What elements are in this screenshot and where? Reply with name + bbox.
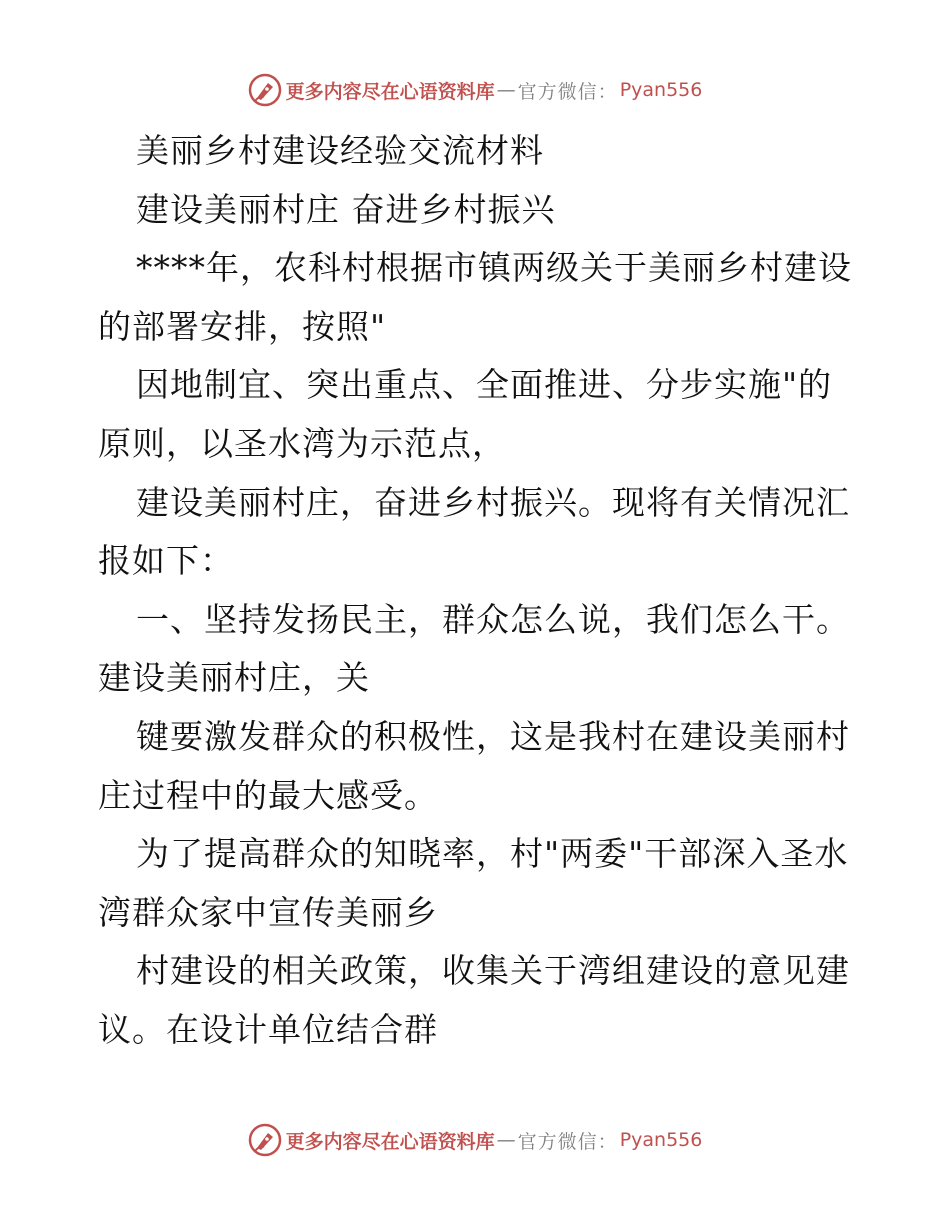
document-line: 原则，以圣水湾为示范点， [98, 423, 506, 463]
banner-official-label: 官方微信： [517, 80, 618, 103]
banner-brand-text: 更多内容尽在心语资料库 [285, 80, 495, 103]
document-line: 庄过程中的最大感受。 [98, 775, 438, 815]
document-line: 建设美丽村庄，奋进乡村振兴。现将有关情况汇 [136, 482, 850, 522]
pen-nib-logo-icon [248, 73, 282, 107]
banner-dash: — [496, 1129, 516, 1151]
document-line: 报如下： [98, 541, 234, 581]
document-line: 湾群众家中宣传美丽乡 [98, 892, 438, 932]
document-line: 的部署安排，按照" [98, 306, 387, 346]
banner-dash: — [496, 79, 516, 101]
banner-wechat-id: Pyan556 [619, 79, 703, 101]
document-line: 因地制宜、突出重点、全面推进、分步实施"的 [136, 365, 833, 405]
document-line: 美丽乡村建设经验交流材料 [136, 131, 544, 170]
banner-wechat-id: Pyan556 [619, 1129, 703, 1151]
document-line: 一、坚持发扬民主，群众怎么说，我们怎么干。 [136, 599, 850, 639]
header-banner [0, 70, 950, 110]
document-line: 村建设的相关政策，收集关于湾组建设的意见建 [136, 951, 850, 991]
document-line: 为了提高群众的知晓率，村"两委"干部深入圣水 [136, 834, 849, 874]
document-line: 键要激发群众的积极性，这是我村在建设美丽村 [136, 716, 850, 756]
document-line: 建设美丽村庄 奋进乡村振兴 [136, 189, 556, 229]
document-line: 建设美丽村庄，关 [98, 658, 370, 698]
document-line: ****年，农科村根据市镇两级关于美丽乡村建设 [136, 248, 852, 288]
pen-nib-logo-icon [248, 1123, 282, 1157]
footer-banner [0, 1120, 950, 1160]
document-body [98, 122, 854, 1060]
banner-brand-text: 更多内容尽在心语资料库 [285, 1130, 495, 1153]
document-line: 议。在设计单位结合群 [98, 1009, 438, 1049]
banner-official-label: 官方微信： [517, 1130, 618, 1153]
